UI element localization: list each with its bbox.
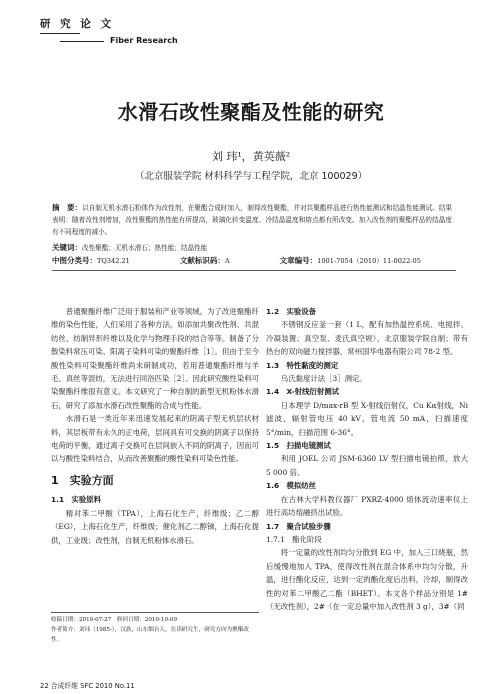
clc-label: 中图分类号： (52, 256, 97, 265)
subsection-heading-1-1: 1.1 实验原料 (51, 495, 102, 505)
keywords-text: 改性聚酯；无机水滑石；热性能；结晶性能 (82, 244, 208, 252)
paragraph-1-3: 乌氏黏度计法［3］测定。 (280, 374, 367, 384)
abstract-divider (52, 270, 456, 271)
subsection-heading-1-7-1: 1.7.1 酯化阶段 (266, 534, 322, 544)
paragraph-1-4: 日本理学 D/max-rB 型 X-射线衍射仪，Cu Kα射线，Ni 滤波，辐射管电压 40 kV，管电流 50 mA，扫描速度 5°/min，扫描范围 6-36°。 (266, 400, 468, 437)
subsection-heading-1-5: 1.5 扫描电镜测试 (266, 441, 331, 451)
header-rule (40, 33, 80, 34)
intro-paragraph-1: 普通聚酯纤维广泛用于服装和产业等领域。为了改进聚酯纤维的染色性能，人们采用了各种方法，如添加共聚改性剂、共混纺丝、纺制异形纤维以及化学与物理手段的结合等等。制备了分散染料常压可染、阳离子染料可染的聚酯纤维［1］。但由于至今酸性染料可染聚酯纤维尚未研制成功，若用普通聚酯纤维与羊毛、真丝等混纺，无法进行同浴匹染［2］。因此研究酸性染料可染聚酯纤维很有意义。本文研究了一种自制的新型无机粉体水滑石，研究了添加水滑石改性聚酯的合成与性能。 (51, 307, 259, 410)
paragraph-1-6: 在古林大学科教仪器厂 PXRZ-4000 熔体流动速率仪上进行高坊熔融挤出试验。 (266, 494, 468, 518)
article-no-value: 1001-7054（2010）11-0022-05 (317, 257, 421, 265)
clc-value: TQ342.21 (97, 257, 130, 265)
article-no-label: 文章编号： (279, 256, 318, 265)
abstract (52, 202, 452, 238)
subsection-heading-1-4: 1.4 X-射线衍射测试 (266, 387, 339, 397)
paragraph-1-7-1: 将一定量的改性剂均匀分散到 EG 中，加入三口烧瓶，然后缓慢地加入 TPA，使得改性剂在混合体系中均匀分散，升温，进行酯化反应，达到一定的酯化度后出料，冷却，制得改性的对苯二甲酸乙二酯（BHET）。本文各个样品分别是 1#（无改性剂），2#（在一定总量中加入改性剂 3 g），3#（同 (266, 548, 468, 611)
journal-section-name: Fiber Research (110, 36, 178, 45)
left-column (51, 305, 259, 547)
subsection-heading-1-2: 1.2 实验设备 (266, 307, 317, 316)
paragraph-1-5: 利用 JOEL 公司 JSM-6360 LV 型扫描电镜拍照，放大 5 000 倍。 (266, 454, 468, 477)
affiliation: （北京服装学院 材料科学与工程学院，北京 100029） (134, 171, 368, 182)
footnote (51, 615, 259, 645)
clc-item (52, 255, 130, 266)
section-heading-1: 1 实验方面 (51, 473, 114, 487)
header-rule-2 (60, 41, 104, 42)
right-column (266, 305, 468, 613)
keywords-label: 关键词： (52, 243, 82, 252)
doc-code-value: A (224, 257, 230, 265)
subsection-heading-1-6: 1.6 模拟纺丝 (266, 481, 317, 491)
classification-row (52, 255, 472, 266)
subsection-heading-1-3: 1.3 特性黏度的测定 (266, 360, 339, 370)
paragraph-1-1: 精对苯二甲酸（TPA），上海石化生产，纤维级；乙二醇（EG），上海石化生产，纤维级；催化剂乙二醇锑，上海石化提供，工业级；改性剂，自制无机粉体水滑石。 (51, 508, 259, 545)
article-no-item (280, 255, 421, 266)
paragraph-1-2: 不锈钢反应釜一套（1 L，配有加热温控系统、电搅拌、冷凝装置、真空泵、麦氏真空规），北京服装学院自制；带有热台的双向磁力搅拌器，常州国华电器有限公司 78-2 型。 (266, 320, 468, 357)
subsection-heading-1-7: 1.7 聚合试验步骤 (266, 521, 331, 531)
section-label: 研 究 论 文 (40, 18, 114, 30)
keywords (52, 242, 452, 253)
abstract-label: 摘 要： (52, 203, 83, 212)
abstract-text: 以自制无机水滑石粉体作为改性剂，在聚酯合成时加入，制得改性聚酯，并对共聚酯样品进行热性能测试和结晶性能测试。结果表明：随着改性剂增加，改性聚酯的热性能有所提高，玻璃化转变温度、冷结晶温度和熔点都有所改变。加入改性剂的聚酯样品的结晶度有不同程度的减小。 (52, 204, 453, 236)
page-footer: 22 合成纤维 SFC 2010 No.11 (40, 682, 135, 690)
doc-code-item (180, 255, 230, 266)
article-title: 水滑石改性聚酯及性能的研究 (117, 100, 385, 124)
received-dates: 收稿日期：2010-07-27 修回日期：2010-10-09 (51, 617, 178, 623)
authors: 刘 玮¹，黄英薇² (211, 150, 291, 163)
intro-paragraph-2: 水滑石是一类近年来迅速发展起来的阴离子型无机层状材料，其层板带有永久的正电荷，层间具有可交换的阴离子以保持电荷的平衡，通过离子交换可在层间嵌入不同的阴离子，因而可以与酸性染料结合，从而改善聚酯的酸性染料可染色性能。 (51, 414, 259, 464)
footnote-divider (51, 612, 259, 613)
doc-code-label: 文献标识码： (179, 256, 225, 265)
author-bio: 作者简介：刘玮（1985-），汉族，山东烟台人，在读研究生，研究方向为聚酯改性。 (51, 627, 249, 643)
